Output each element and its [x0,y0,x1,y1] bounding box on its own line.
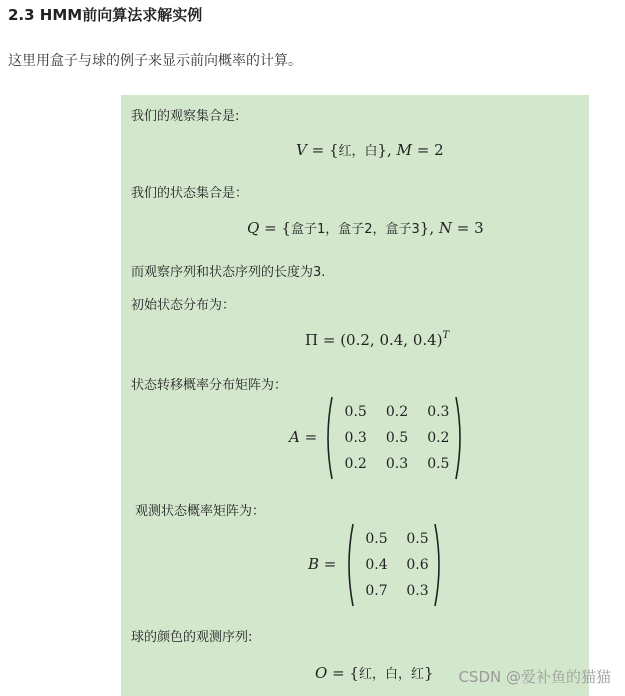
section-heading: 2.3 HMM前向算法求解实例 [8,6,203,24]
matrix-cell: 0.3 [344,430,367,446]
left-paren-icon [323,395,333,481]
emission-matrix-label: 观测状态概率矩阵为： [135,504,266,519]
observation-set-formula: V = {红，白}, M = 2 [296,141,444,159]
matrix-cell: 0.6 [406,557,429,573]
matrix-row [356,526,438,552]
example-box [121,95,589,696]
sequence-length-text: 而观察序列和状态序列的长度为3. [131,265,326,280]
matrix-row [356,578,438,604]
matrix-row [335,451,459,477]
matrix-cell: 0.2 [344,456,367,472]
state-set-label: 我们的状态集合是： [131,186,249,201]
matrix-cell: 0.5 [427,456,450,472]
matrix-row [356,552,438,578]
left-paren-icon [344,522,354,608]
transition-matrix-label: 状态转移概率分布矩阵为： [131,378,288,393]
observation-set-label: 我们的观察集合是: [131,109,240,124]
right-paren-icon [455,395,465,481]
matrix-cell: 0.5 [344,404,367,420]
matrix-cell: 0.3 [385,456,409,472]
matrix-cell: 0.5 [406,531,429,547]
initial-distribution-label: 初始状态分布为： [131,298,236,313]
matrix-row [335,399,459,425]
observation-sequence-formula: O = {红，白，红} [315,664,434,682]
matrix-cell: 0.5 [385,430,409,446]
matrix-cell: 0.2 [427,430,450,446]
watermark: CSDN @爱补鱼的猫猫 [458,668,611,686]
intro-paragraph: 这里用盒子与球的例子来显示前向概率的计算。 [8,53,302,69]
emission-matrix: B = 0.5 0.5 0.4 0.6 0.7 0.3 [308,522,448,608]
right-paren-icon [434,522,444,608]
matrix-cell: 0.7 [365,583,388,599]
state-set-formula: Q = {盒子1，盒子2，盒子3}, N = 3 [247,219,484,237]
emission-matrix-values [356,526,438,604]
matrix-row [335,425,459,451]
matrix-cell: 0.4 [365,557,388,573]
initial-distribution-formula: Π = (0.2, 0.4, 0.4)$^T$ [305,330,450,349]
matrix-cell: 0.2 [385,404,409,420]
matrix-cell: 0.5 [365,531,388,547]
matrix-cell: 0.3 [406,583,429,599]
transition-matrix: A = 0.5 0.2 0.3 0.3 0.5 0.2 0.2 0.3 0.5 [289,395,469,481]
observation-sequence-label: 球的颜色的观测序列: [131,630,253,645]
transition-matrix-values [335,399,459,477]
matrix-cell: 0.3 [427,404,450,420]
